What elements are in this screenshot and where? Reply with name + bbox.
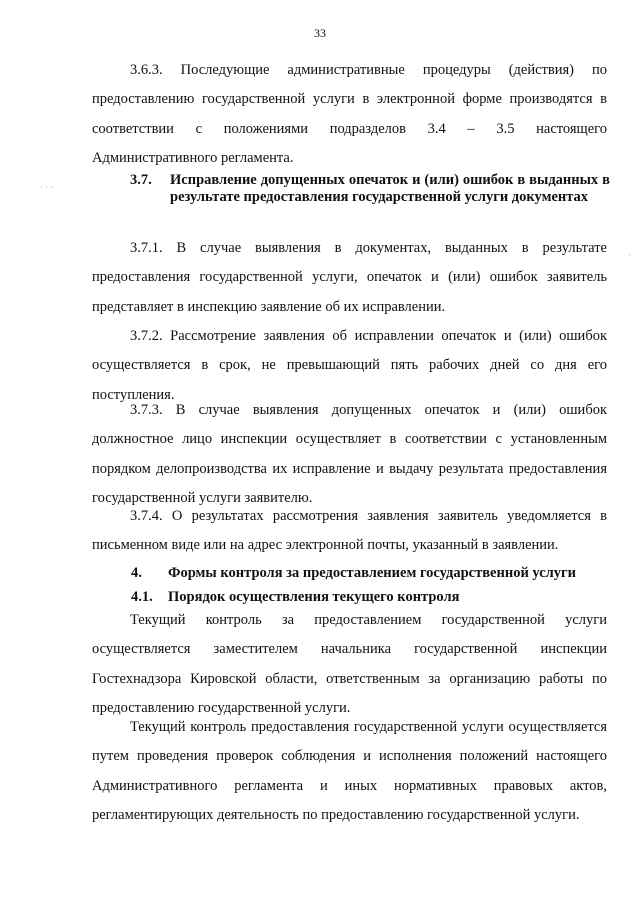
scan-artifact: · <box>628 250 631 260</box>
section-title: Исправление допущенных опечаток и (или) ошибок в выданных в результате предоставления государственной услуги документах <box>170 172 610 205</box>
section-heading-4-1 <box>131 587 459 607</box>
scan-artifact: · · · <box>40 182 54 192</box>
section-number: 4.1. <box>131 589 153 605</box>
page-number: 33 <box>314 26 326 40</box>
paragraph-3-6-3: 3.6.3. Последующие административные процедуры (действия) по предоставлению государственной услуги в электронной форме производятся в соответствии с положениями подразделов 3.4 – 3.5 настоящего Административного регламента. <box>92 62 607 166</box>
section-title: Порядок осуществления текущего контроля <box>168 589 460 605</box>
section-number: 3.7. <box>130 172 152 188</box>
paragraph-3-7-1: 3.7.1. В случае выявления в документах, выданных в результате предоставления государственной услуги, опечаток и (или) ошибок заявитель представляет в инспекцию заявление об их исправлении. <box>92 240 607 315</box>
section-title: Формы контроля за предоставлением государственной услуги <box>168 565 576 581</box>
section-heading-4 <box>131 563 576 583</box>
paragraph-4-1-a: Текущий контроль за предоставлением государственной услуги осуществляется заместителем начальника государственной инспекции Гостехнадзора Кировской области, ответственным за организацию работы по предоставлению государственной услуги. <box>92 612 607 716</box>
section-heading-3-7 <box>130 172 610 206</box>
paragraph-3-7-3: 3.7.3. В случае выявления допущенных опечаток и (или) ошибок должностное лицо инспекции осуществляет в соответствии с установленным порядком делопроизводства их исправление и выдачу результата предоставления государственной услуги заявителю. <box>92 402 607 506</box>
paragraph-3-7-2: 3.7.2. Рассмотрение заявления об исправлении опечаток и (или) ошибок осуществляется в срок, не превышающий пять рабочих дней со дня его поступления. <box>92 328 607 403</box>
paragraph-4-1-b: Текущий контроль предоставления государственной услуги осуществляется путем проведения проверок соблюдения и исполнения положений настоящего Административного регламента и иных нормативных правовых актов, регламентирующих деятельность по предоставлению государственной услуги. <box>92 719 607 823</box>
section-number: 4. <box>131 565 142 581</box>
paragraph-3-7-4: 3.7.4. О результатах рассмотрения заявления заявитель уведомляется в письменном виде или на адрес электронной почты, указанный в заявлении. <box>92 508 607 554</box>
